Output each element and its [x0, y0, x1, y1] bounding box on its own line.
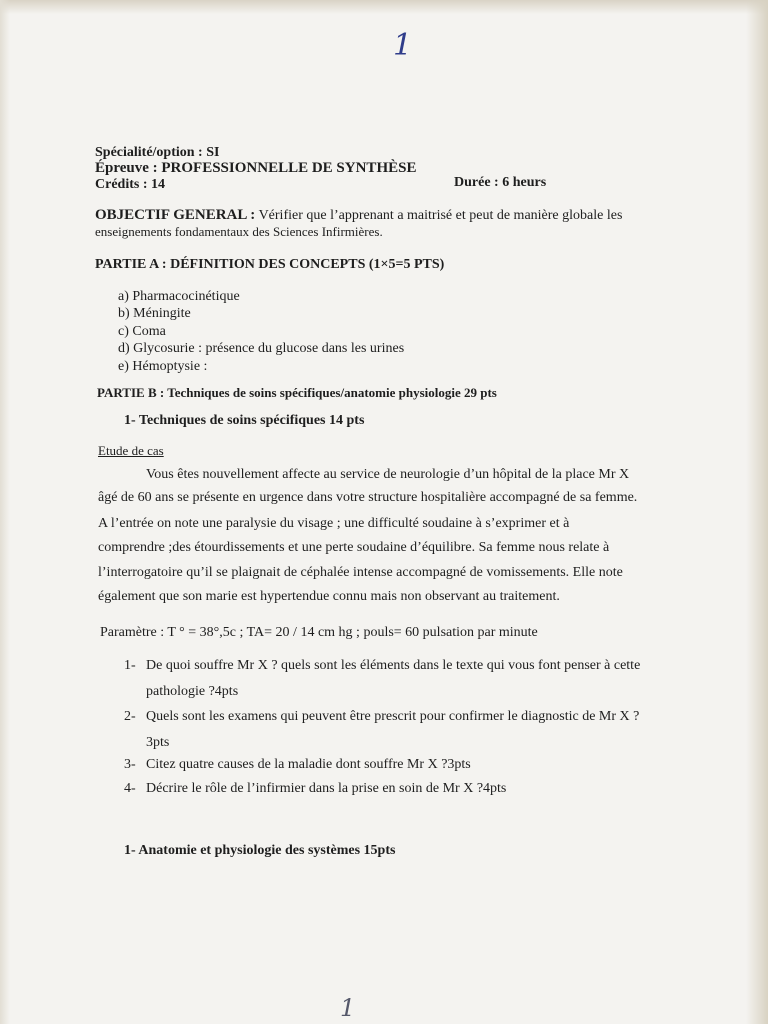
handwritten-page-number: 1 [393, 28, 413, 63]
objectif-label: OBJECTIF GENERAL : [95, 207, 256, 223]
case-paragraph-line: Vous êtes nouvellement affecte au service de neurologie d’un hôpital de la place Mr X [146, 467, 630, 482]
list-item: e) Hémoptysie : [118, 359, 208, 374]
specialite-line: Spécialité/option : SI [95, 145, 220, 160]
question-text-continued: pathologie ?4pts [146, 684, 239, 699]
objectif-line-1 [95, 207, 622, 224]
question-text: Quels sont les examens qui peuvent être prescrit pour confirmer le diagnostic de Mr X ? [146, 709, 640, 724]
question-text-continued: 3pts [146, 735, 170, 750]
list-item: d) Glycosurie : présence du glucose dans les urines [118, 341, 405, 356]
paper-left-edge [0, 0, 10, 1024]
question-number: 3- [124, 757, 136, 772]
question-number: 4- [124, 781, 136, 796]
epreuve-line: Épreuve : PROFESSIONNELLE DE SYNTHÈSE [95, 160, 417, 176]
objectif-line-2: enseignements fondamentaux des Sciences Infirmières. [95, 224, 383, 239]
question-text: Citez quatre causes de la maladie dont souffre Mr X ?3pts [146, 757, 471, 772]
credits-line: Crédits : 14 [95, 177, 165, 192]
section-1-title: 1- Techniques de soins spécifiques 14 pts [124, 413, 365, 428]
paper-right-edge [746, 0, 768, 1024]
duree-line: Durée : 6 heurs [454, 175, 547, 190]
list-item: a) Pharmacocinétique [118, 289, 240, 304]
list-item: c) Coma [118, 324, 166, 339]
case-paragraph-line: A l’entrée on note une paralysie du visage ; une difficulté soudaine à s’exprimer et à [98, 516, 570, 531]
parametre-line: Paramètre : T ° = 38°,5c ; TA= 20 / 14 cm hg ; pouls= 60 pulsation par minute [100, 625, 538, 640]
question-text: Décrire le rôle de l’infirmier dans la prise en soin de Mr X ?4pts [146, 781, 507, 796]
case-paragraph-line: comprendre ;des étourdissements et une perte soudaine d’équilibre. Sa femme nous relate à [98, 540, 610, 555]
question-text: De quoi souffre Mr X ? quels sont les éléments dans le texte qui vous font penser à cette [146, 658, 641, 673]
etude-de-cas-heading: Etude de cas [98, 443, 164, 458]
paper-top-edge [0, 0, 768, 14]
section-2-title: 1- Anatomie et physiologie des systèmes 15pts [124, 843, 396, 858]
handwritten-bottom-mark: 1 [340, 994, 356, 1022]
objectif-text-1: Vérifier que l’apprenant a maitrisé et peut de manière globale les [258, 208, 623, 223]
question-number: 1- [124, 658, 136, 673]
case-paragraph-line: âgé de 60 ans se présente en urgence dans votre structure hospitalière accompagné de sa femme. [98, 490, 638, 505]
partie-a-title: PARTIE A : DÉFINITION DES CONCEPTS (1×5=5 PTS) [95, 257, 445, 272]
case-paragraph-line: l’interrogatoire qu’il se plaignait de céphalée intense accompagné de vomissements. Elle note [98, 565, 623, 580]
list-item: b) Méningite [118, 306, 191, 321]
case-paragraph-line: également que son marie est hypertendue connu mais non observant au traitement. [98, 589, 560, 604]
question-number: 2- [124, 709, 136, 724]
partie-b-title: PARTIE B : Techniques de soins spécifiques/anatomie physiologie 29 pts [97, 385, 497, 400]
